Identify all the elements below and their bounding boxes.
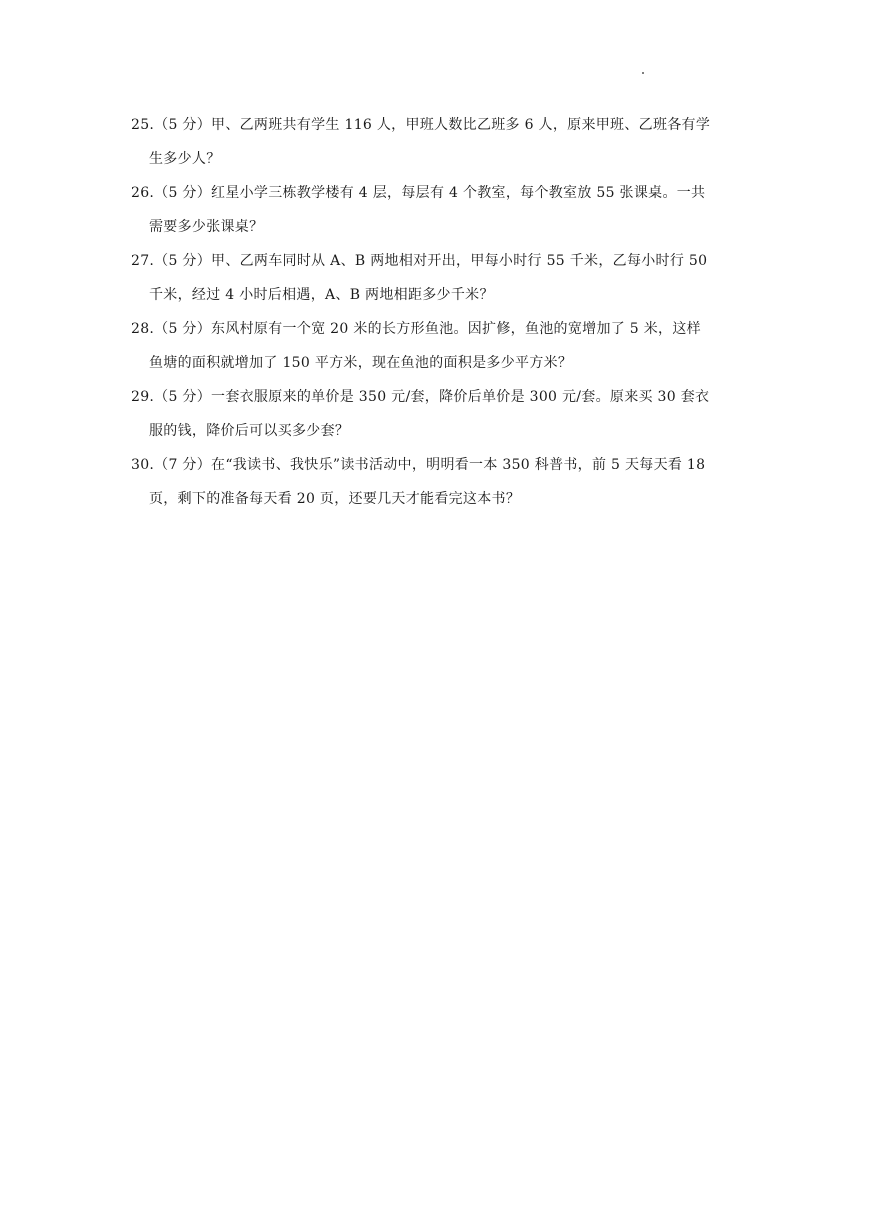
question-score: （5 分） [154, 321, 212, 337]
question-26 [131, 176, 743, 244]
question-score: （5 分） [154, 389, 212, 405]
question-line-1 [131, 448, 743, 482]
question-25 [131, 108, 743, 176]
question-29 [131, 380, 743, 448]
question-number: 26. [131, 185, 155, 201]
question-line-1 [131, 312, 743, 346]
question-list [131, 108, 743, 516]
question-score: （5 分） [154, 185, 212, 201]
question-number: 28. [131, 321, 155, 337]
question-text: 甲、乙两班共有学生 116 人，甲班人数比乙班多 6 人，原来甲班、乙班各有学 [211, 117, 711, 133]
question-number: 25. [131, 117, 155, 133]
question-line-1 [131, 244, 743, 278]
question-score: （7 分） [154, 457, 212, 473]
question-number: 29. [131, 389, 155, 405]
question-line-2: 鱼塘的面积就增加了 150 平方米，现在鱼池的面积是多少平方米？ [149, 355, 573, 371]
question-text: 红星小学三栋教学楼有 4 层，每层有 4 个教室，每个教室放 55 张课桌。一共 [211, 185, 706, 201]
question-line-2: 需要多少张课桌？ [149, 219, 264, 235]
question-text: 甲、乙两车同时从 A、B 两地相对开出，甲每小时行 55 千米，乙每小时行 50 [211, 253, 708, 269]
question-line-2: 页，剩下的准备每天看 20 页，还要几天才能看完这本书？ [149, 491, 521, 507]
question-number: 30. [131, 457, 155, 473]
question-text: 东风村原有一个宽 20 米的长方形鱼池。因扩修，鱼池的宽增加了 5 米，这样 [211, 321, 701, 337]
question-27 [131, 244, 743, 312]
question-30 [131, 448, 743, 516]
question-score: （5 分） [154, 253, 212, 269]
question-line-2: 生多少人？ [149, 151, 221, 167]
question-line-1 [131, 108, 743, 142]
question-line-1 [131, 380, 743, 414]
question-line-2: 千米，经过 4 小时后相遇，A、B 两地相距多少千米？ [149, 287, 494, 303]
question-28 [131, 312, 743, 380]
question-line-1 [131, 176, 743, 210]
question-text: 一套衣服原来的单价是 350 元/套，降价后单价是 300 元/套。原来买 30 套衣 [211, 389, 710, 405]
question-text: 在“我读书、我快乐”读书活动中，明明看一本 350 科普书，前 5 天每天看 18 [211, 457, 706, 473]
question-score: （5 分） [154, 117, 212, 133]
question-line-2: 服的钱，降价后可以买多少套？ [149, 423, 350, 439]
corner-dot [642, 72, 644, 74]
question-number: 27. [131, 253, 155, 269]
